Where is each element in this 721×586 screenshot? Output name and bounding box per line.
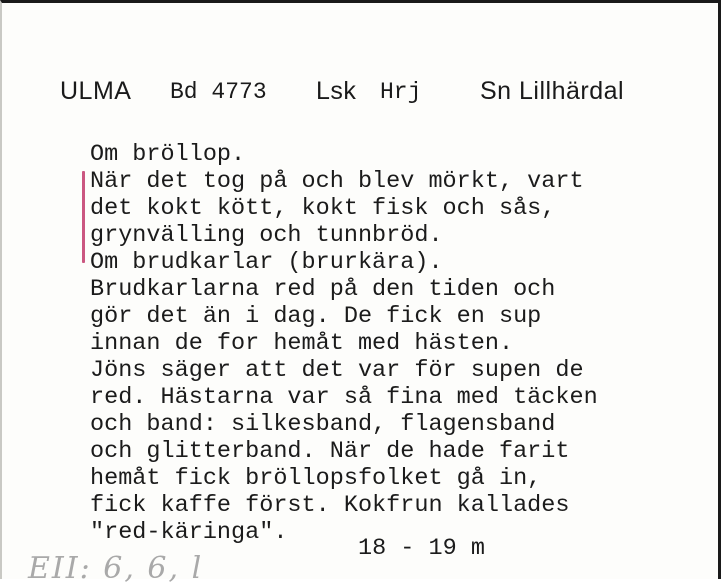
page-reference: 18 - 19 m: [358, 535, 485, 562]
margin-marker: [82, 171, 85, 263]
transcription-text: [90, 141, 710, 546]
text-line: hemåt fick bröllopsfolket gå in,: [90, 465, 542, 492]
text-line: innan de for hemåt med hästen.: [90, 330, 514, 357]
text-line: När det tog på och blev mörkt, vart: [90, 168, 584, 195]
volume-number: Bd 4773: [170, 79, 267, 105]
collection-label: ULMA: [60, 77, 132, 105]
text-line: Om brudkarlar (brurkära).: [90, 249, 443, 276]
text-line: Om bröllop.: [90, 141, 246, 168]
parish-name: Sn Lillhärdal: [480, 77, 625, 105]
province-code: Hrj: [380, 79, 422, 105]
text-line: red. Hästarna var så fina med täcken: [90, 384, 598, 411]
card-header: [60, 77, 698, 117]
pencil-note: EII: 6, 6, l: [28, 551, 204, 586]
text-line: gör det än i dag. De fick en sup: [90, 303, 542, 330]
text-line: Brudkarlarna red på den tiden och: [90, 276, 556, 303]
text-line: "red-käringa".: [90, 519, 288, 546]
text-line: och glitterband. När de hade farit: [90, 438, 570, 465]
province-label: Lsk: [316, 77, 357, 105]
text-line: och band: silkesband, flagensband: [90, 411, 556, 438]
text-line: det kokt kött, kokt fisk och sås,: [90, 195, 556, 222]
text-line: fick kaffe först. Kokfrun kallades: [90, 492, 570, 519]
text-line: grynvälling och tunnbröd.: [90, 222, 443, 249]
text-line: Jöns säger att det var för supen de: [90, 357, 584, 384]
